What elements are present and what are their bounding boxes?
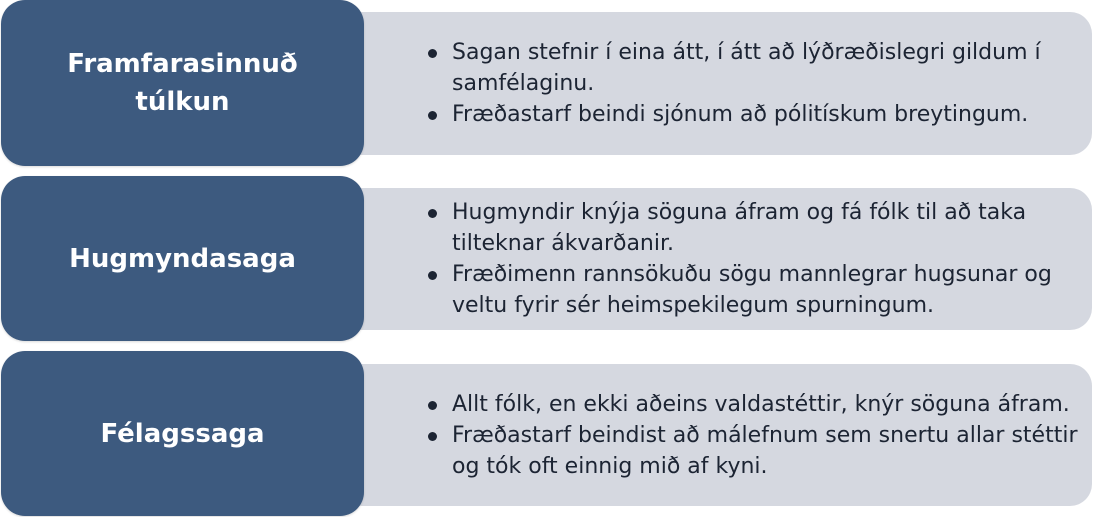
bullet-line: Allt fólk, en ekki aðeins valdastéttir, knýr söguna áfram.	[452, 391, 1070, 417]
bullet-item	[426, 197, 1084, 259]
bullet-line: Fræðastarf beindist að málefnum sem snertu allar stéttir	[452, 422, 1078, 448]
bullet-item	[426, 99, 1084, 130]
row-social-history	[0, 351, 1094, 516]
bullet-line: tilteknar ákvarðanir.	[452, 231, 674, 256]
bullet-line: Sagan stefnir í eina átt, í átt að lýðræðislegri gildum í	[452, 40, 1041, 65]
label-line: Hugmyndasaga	[69, 243, 296, 274]
label-text	[43, 45, 323, 121]
label-text	[43, 240, 323, 278]
bullet-line: Fræðastarf beindi sjónum að pólitískum breytingum.	[452, 102, 1029, 127]
bullet-line: og tók oft einnig mið af kyni.	[452, 453, 768, 479]
label-line: Félagssaga	[100, 418, 265, 449]
description-panel	[340, 188, 1092, 330]
label-box	[1, 176, 364, 341]
bullet-line: Fræðimenn rannsökuðu sögu mannlegrar hugsunar og	[452, 262, 1052, 287]
label-line: túlkun	[135, 87, 230, 117]
bullet-line: samfélaginu.	[452, 71, 595, 96]
description-panel	[340, 364, 1092, 506]
bullet-item	[426, 37, 1084, 99]
label-line: Framfarasinnuð	[67, 49, 298, 79]
bullet-item	[426, 389, 1084, 420]
label-box	[1, 351, 364, 516]
bullet-item	[426, 420, 1084, 482]
bullet-list	[426, 37, 1084, 130]
bullet-line: Hugmyndir knýja söguna áfram og fá fólk til að taka	[452, 200, 1027, 225]
label-text	[43, 415, 323, 453]
description-panel	[340, 12, 1092, 155]
bullet-list	[426, 389, 1084, 482]
row-progressive-interpretation	[0, 0, 1094, 166]
label-box	[1, 0, 364, 166]
bullet-list	[426, 197, 1084, 321]
row-history-of-ideas	[0, 176, 1094, 341]
bullet-item	[426, 259, 1084, 321]
bullet-line: veltu fyrir sér heimspekilegum spurningum.	[452, 293, 935, 318]
